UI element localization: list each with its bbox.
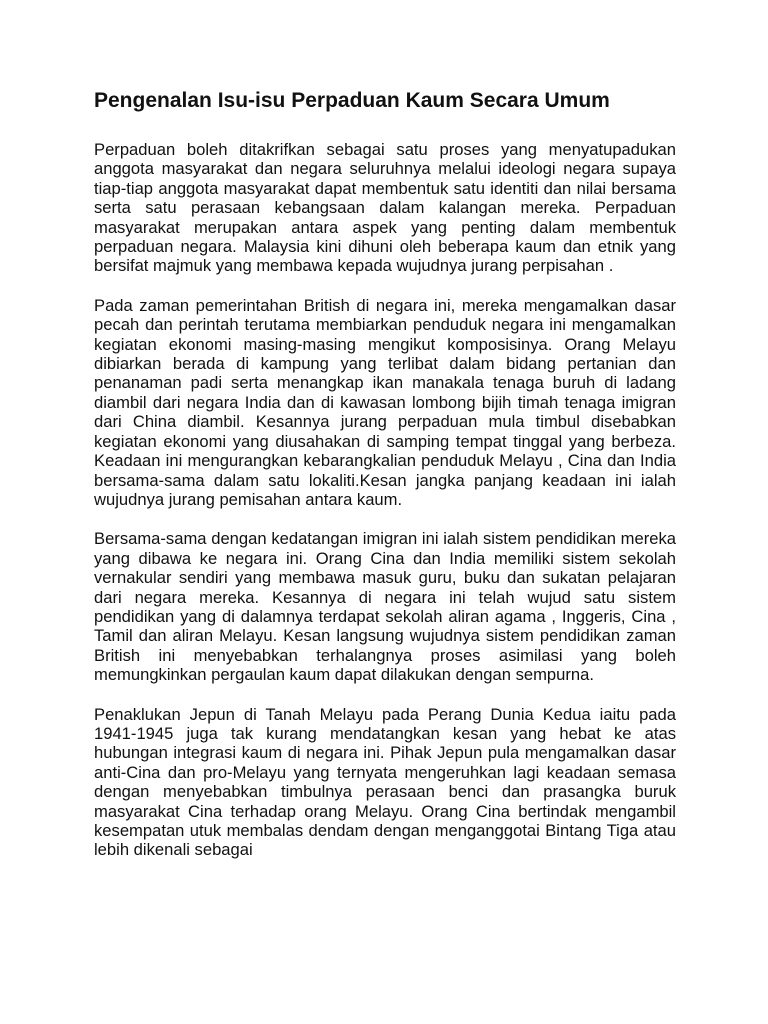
paragraph-4: Penaklukan Jepun di Tanah Melayu pada Perang Dunia Kedua iaitu pada 1941-1945 juga tak kurang mendatangkan kesan yang hebat ke atas hubungan integrasi kaum di negara ini. Pihak Jepun pula mengamalkan dasar anti-Cina dan pro-Melayu yang ternyata mengeruhkan lagi keadaan semasa dengan menyebabkan timbulnya perasaan benci dan prasangka buruk masyarakat Cina terhadap orang Melayu. Orang Cina bertindak mengambil kesempatan utuk membalas dendam dengan menganggotai Bintang Tiga atau lebih dikenali sebagai: [94, 704, 676, 860]
document-page: [94, 88, 676, 880]
paragraph-1: Perpaduan boleh ditakrifkan sebagai satu proses yang menyatupadukan anggota masyarakat dan negara seluruhnya melalui ideologi negara supaya tiap-tiap anggota masyarakat dapat membentuk satu identiti dan nilai bersama serta satu perasaan kebangsaan dalam kalangan mereka. Perpaduan masyarakat merupakan antara aspek yang penting dalam membentuk perpaduan negara. Malaysia kini dihuni oleh beberapa kaum dan etnik yang bersifat majmuk yang membawa kepada wujudnya jurang perpisahan .: [94, 140, 676, 276]
paragraph-3: Bersama-sama dengan kedatangan imigran ini ialah sistem pendidikan mereka yang dibawa ke negara ini. Orang Cina dan India memiliki sistem sekolah vernakular sendiri yang membawa masuk guru, buku dan sukatan pelajaran dari negara mereka. Kesannya di negara ini telah wujud satu sistem pendidikan yang di dalamnya terdapat sekolah aliran agama , Inggeris, Cina , Tamil dan aliran Melayu. Kesan langsung wujudnya sistem pendidikan zaman British ini menyebabkan terhalangnya proses asimilasi yang boleh memungkinkan pergaulan kaum dapat dilakukan dengan sempurna.: [94, 529, 676, 685]
page-title: Pengenalan Isu-isu Perpaduan Kaum Secara Umum: [94, 89, 610, 112]
paragraph-2: Pada zaman pemerintahan British di negara ini, mereka mengamalkan dasar pecah dan perintah terutama membiarkan penduduk negara ini mengamalkan kegiatan ekonomi masing-masing mengikut komposisinya. Orang Melayu dibiarkan berada di kampung yang terlibat dalam bidang pertanian dan penanaman padi serta menangkap ikan manakala tenaga buruh di ladang diambil dari negara India dan di kawasan lombong bijih timah tenaga imigran dari China diambil. Kesannya jurang perpaduan mula timbul disebabkan kegiatan ekonomi yang diusahakan di samping tempat tinggal yang berbeza. Keadaan ini mengurangkan kebarangkalian penduduk Melayu , Cina dan India bersama-sama dalam satu lokaliti.Kesan jangka panjang keadaan ini ialah wujudnya jurang pemisahan antara kaum.: [94, 295, 676, 509]
